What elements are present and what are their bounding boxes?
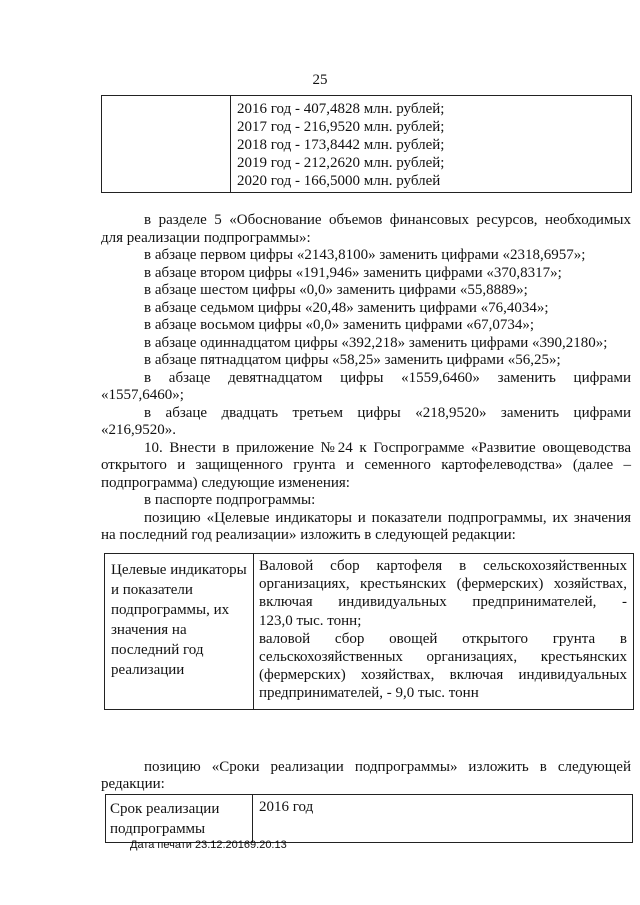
print-date: Дата печати 23.12.20169:20:13 (130, 839, 287, 851)
indicators-line: организациях, крестьянских (фермерских) хозяйствах, (259, 576, 627, 593)
section5-item: в абзаце первом цифры «2143,8100» заменить цифрами «2318,6957»; (144, 247, 586, 263)
funding-line: 2018 год - 173,8442 млн. рублей; (237, 137, 445, 153)
funding-line: 2020 год - 166,5000 млн. рублей (237, 173, 441, 189)
funding-table-values-cell (231, 96, 632, 193)
indicators-table (104, 553, 634, 710)
section5-item: в абзаце пятнадцатом цифры «58,25» заменить цифрами «56,25»; (144, 352, 561, 368)
point10-line3: подпрограмма) следующие изменения: (101, 475, 350, 491)
section5-intro-line2: для реализации подпрограммы»: (101, 230, 311, 246)
funding-line: 2017 год - 216,9520 млн. рублей; (237, 119, 445, 135)
point10-line2: открытого и защищенного грунта и семенного картофелеводства» (далее – (101, 457, 631, 473)
terms-table (105, 794, 633, 843)
section5-item: в абзаце седьмом цифры «20,48» заменить цифрами «76,4034»; (144, 300, 549, 316)
indicators-line: валовой сбор овощей открытого грунта в (259, 630, 627, 647)
point10-position-line1: позицию «Целевые индикаторы и показатели подпрограммы, их значения (144, 510, 631, 526)
funding-line: 2016 год - 407,4828 млн. рублей; (237, 101, 445, 117)
section5-item: в абзаце шестом цифры «0,0» заменить цифрами «55,8889»; (144, 282, 528, 298)
section5-item: в абзаце одиннадцатом цифры «392,218» заменить цифрами «390,2180»; (144, 335, 608, 351)
section5-item23-line2: «216,9520». (101, 422, 176, 438)
terms-value-cell: 2016 год (253, 795, 633, 843)
section5-item: в абзаце втором цифры «191,946» заменить цифрами «370,8317»; (144, 265, 562, 281)
indicators-line: предпринимателей, - 9,0 тыс. тонн (259, 685, 479, 702)
section5-item19-line2: «1557,6460»; (101, 387, 184, 403)
indicators-line: включая индивидуальных предпринимателей, - (259, 594, 627, 611)
terms-line1: позицию «Сроки реализации подпрограммы» изложить в следующей (144, 759, 631, 775)
point10-position-line2: на последний год реализации» изложить в следующей редакции: (101, 527, 516, 543)
funding-table-label-cell (102, 96, 231, 193)
funding-table (101, 95, 632, 193)
point10-passport: в паспорте подпрограммы: (144, 492, 316, 508)
section5-item19-line1: в абзаце девятнадцатом цифры «1559,6460» заменить цифрами (144, 370, 631, 386)
funding-line: 2019 год - 212,2620 млн. рублей; (237, 155, 445, 171)
section5-intro-line1: в разделе 5 «Обоснование объемов финансовых ресурсов, необходимых (144, 212, 631, 228)
indicators-label-cell: Целевые индикаторы и показатели подпрограммы, их значения на последний год реализации (105, 554, 254, 710)
point10-line1: 10. Внести в приложение №24 к Госпрограмме «Развитие овощеводства (144, 440, 631, 456)
indicators-line: 123,0 тыс. тонн; (259, 612, 362, 629)
indicators-value-cell (254, 554, 634, 710)
indicators-line: сельскохозяйственных организациях, крестьянских (259, 649, 627, 666)
indicators-line: (фермерских) хозяйствах, включая индивидуальных (259, 667, 627, 684)
section5-item23-line1: в абзаце двадцать третьем цифры «218,9520» заменить цифрами (144, 405, 631, 421)
page-number: 25 (312, 72, 328, 88)
indicators-line: Валовой сбор картофеля в сельскохозяйственных (259, 558, 627, 574)
terms-line2: редакции: (101, 776, 165, 792)
section5-item: в абзаце восьмом цифры «0,0» заменить цифрами «67,0734»; (144, 317, 535, 333)
terms-label-cell: Срок реализации подпрограммы (106, 795, 253, 843)
